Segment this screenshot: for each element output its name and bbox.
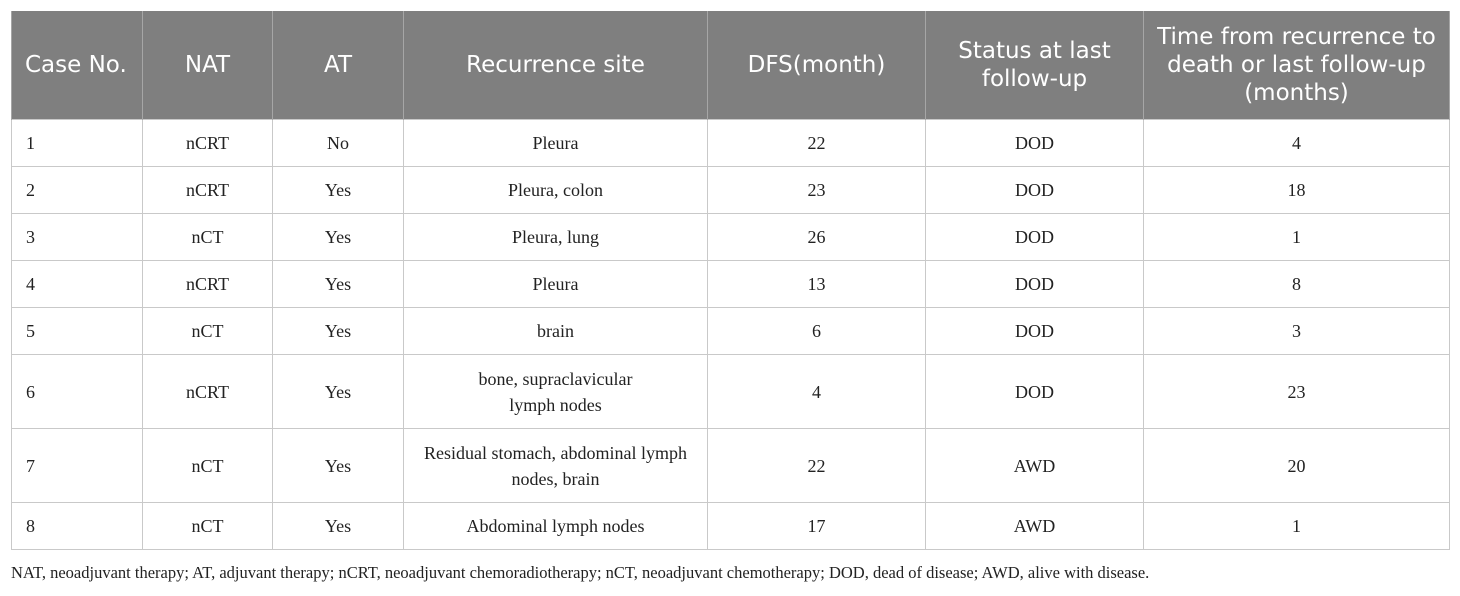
cell-case-no: 8 <box>12 503 143 550</box>
cell-recurrence-site: brain <box>404 308 708 355</box>
cell-status: DOD <box>926 261 1144 308</box>
cell-nat: nCRT <box>143 167 273 214</box>
cell-nat: nCT <box>143 214 273 261</box>
header-dfs: DFS(month) <box>708 11 926 120</box>
cell-recurrence-site: Pleura, lung <box>404 214 708 261</box>
cell-at: Yes <box>273 355 404 429</box>
cell-nat: nCRT <box>143 261 273 308</box>
cell-status: AWD <box>926 503 1144 550</box>
recurrence-table <box>11 11 1450 550</box>
table-row <box>12 261 1450 308</box>
cell-time: 3 <box>1144 308 1450 355</box>
cell-time: 1 <box>1144 214 1450 261</box>
cell-recurrence-site: Pleura, colon <box>404 167 708 214</box>
header-at: AT <box>273 11 404 120</box>
cell-at: Yes <box>273 429 404 503</box>
cell-recurrence-site: bone, supraclavicular lymph nodes <box>404 355 708 429</box>
cell-at: Yes <box>273 503 404 550</box>
cell-status: DOD <box>926 355 1144 429</box>
cell-dfs: 17 <box>708 503 926 550</box>
cell-time: 18 <box>1144 167 1450 214</box>
cell-time: 8 <box>1144 261 1450 308</box>
cell-status: AWD <box>926 429 1144 503</box>
table-header-row <box>12 11 1450 120</box>
cell-case-no: 5 <box>12 308 143 355</box>
header-time-to-death: Time from recurrence to death or last follow-up (months) <box>1144 11 1450 120</box>
cell-at: Yes <box>273 308 404 355</box>
cell-dfs: 13 <box>708 261 926 308</box>
cell-case-no: 4 <box>12 261 143 308</box>
header-status: Status at last follow-up <box>926 11 1144 120</box>
cell-nat: nCT <box>143 429 273 503</box>
data-table-container <box>11 11 1449 550</box>
cell-recurrence-site: Pleura <box>404 261 708 308</box>
cell-dfs: 6 <box>708 308 926 355</box>
cell-at: Yes <box>273 167 404 214</box>
table-row <box>12 214 1450 261</box>
cell-nat: nCT <box>143 503 273 550</box>
cell-time: 20 <box>1144 429 1450 503</box>
cell-case-no: 2 <box>12 167 143 214</box>
cell-at: Yes <box>273 261 404 308</box>
cell-nat: nCRT <box>143 120 273 167</box>
cell-case-no: 6 <box>12 355 143 429</box>
cell-status: DOD <box>926 120 1144 167</box>
table-row <box>12 167 1450 214</box>
cell-status: DOD <box>926 308 1144 355</box>
header-nat: NAT <box>143 11 273 120</box>
cell-time: 1 <box>1144 503 1450 550</box>
cell-at: Yes <box>273 214 404 261</box>
header-recurrence-site: Recurrence site <box>404 11 708 120</box>
table-row <box>12 308 1450 355</box>
cell-nat: nCRT <box>143 355 273 429</box>
table-row <box>12 120 1450 167</box>
cell-time: 4 <box>1144 120 1450 167</box>
cell-case-no: 3 <box>12 214 143 261</box>
cell-status: DOD <box>926 214 1144 261</box>
cell-dfs: 22 <box>708 429 926 503</box>
header-case-no: Case No. <box>12 11 143 120</box>
cell-recurrence-site: Pleura <box>404 120 708 167</box>
cell-dfs: 23 <box>708 167 926 214</box>
cell-recurrence-site: Abdominal lymph nodes <box>404 503 708 550</box>
cell-nat: nCT <box>143 308 273 355</box>
cell-time: 23 <box>1144 355 1450 429</box>
cell-dfs: 4 <box>708 355 926 429</box>
table-row <box>12 429 1450 503</box>
cell-case-no: 1 <box>12 120 143 167</box>
table-footnote: NAT, neoadjuvant therapy; AT, adjuvant therapy; nCRT, neoadjuvant chemoradiotherapy; nCT, neoadjuvant chemotherapy; DOD, dead of disease; AWD, alive with disease. <box>11 563 1150 582</box>
table-row <box>12 503 1450 550</box>
cell-dfs: 26 <box>708 214 926 261</box>
cell-case-no: 7 <box>12 429 143 503</box>
table-row <box>12 355 1450 429</box>
cell-status: DOD <box>926 167 1144 214</box>
cell-dfs: 22 <box>708 120 926 167</box>
cell-at: No <box>273 120 404 167</box>
cell-recurrence-site: Residual stomach, abdominal lymph nodes, brain <box>404 429 708 503</box>
